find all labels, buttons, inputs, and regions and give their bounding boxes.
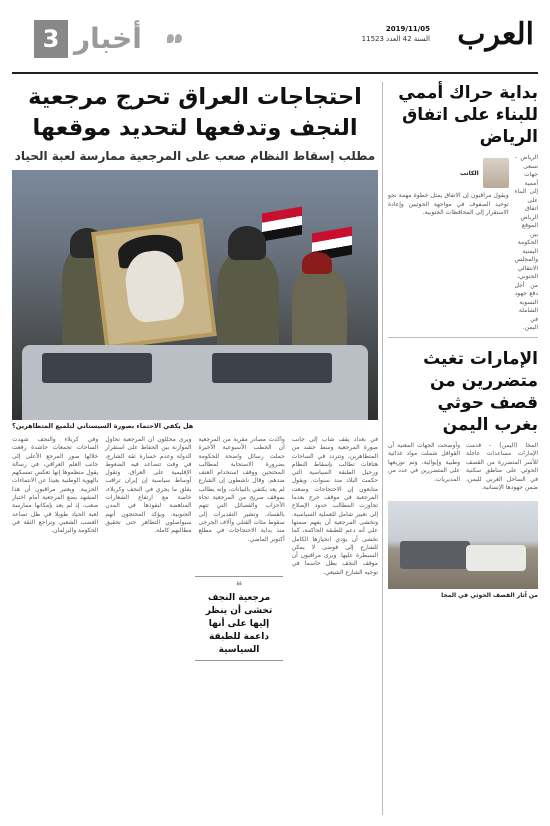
issue-info	[360, 24, 430, 44]
quote-icon	[166, 28, 182, 42]
side-headline-1: بداية حراك أممي للبناء على اتفاق الرياض	[398, 83, 538, 147]
main-photo-caption: هل يكفي الاحتماء بصورة السيستاني لتلميع المتظاهرين؟	[12, 422, 194, 430]
side-photo	[388, 501, 538, 589]
side-headline-2: الإمارات تغيث متضررين من قصف حوثي بغرب اليمن	[423, 348, 538, 435]
main-story	[12, 82, 378, 815]
masthead	[12, 10, 538, 74]
helmet-icon	[228, 226, 266, 260]
section-title: أخبار	[74, 22, 142, 55]
article-column: في بغداد يقف شاب إلى جانب صورة المرجعية وسط حشد من المتظاهرين، وتتردد في الساحات هتافات تطالب بإسقاط النظام ورحيل الطبقة السياسية التي حكمت البلاد منذ سنوات. ويقول متابعون إن الاحتجاجات وضعت المرجعية في موقف حرج بعدما تجاوزت المطالب حدود الإصلاح إلى تغيير شامل للعملية السياسية. وتخشى المرجعية أن يفهم صمتها على أنه دعم للطبقة الحاكمة، كما تخشى أن يؤدي انحيازها الكامل للشارع إلى فوضى لا يمكن السيطرة عليها. ويرى مراقبون أن موقف النجف يظل حاسما في توجيه الشارع الشيعي.	[291, 436, 378, 576]
issue-date: 2019/11/05	[385, 25, 430, 33]
author-photo	[483, 158, 509, 188]
article-column: وأوضحت الجهات المعنية أن القوافل شملت مواد غذائية وطبية وإيوائية، وتم توزيعها على المتضررين في عدد من المديريات.	[388, 441, 460, 483]
main-headline: احتجاجات العراق تحرج مرجعية النجف وتدفعها لتحديد موقعها	[28, 84, 362, 141]
article-column: الرياض - تسعى جهات أممية إلى البناء على اتفاق الرياض الموقع بين الحكومة اليمنية والمجلس الانتقالي الجنوبي، من أجل دفع جهود التسوية الشاملة في اليمن.	[514, 154, 538, 331]
main-subheadline: مطلب إسقاط النظام صعب على المرجعية ممارسة لعبة الحياد	[14, 149, 376, 163]
main-photo	[12, 170, 378, 420]
issue-number: السنة 42 العدد 11523	[361, 35, 430, 43]
side-photo-caption: من آثار القصف الحوثي في المخا	[441, 591, 538, 599]
pullquote-text: مرجعية النجف تخشى أن ينظر إليها على أنها داعمة للطبقة السياسية	[205, 593, 273, 655]
article-column: وأكدت مصادر مقربة من المرجعية أن الخطب الأسبوعية الأخيرة حملت رسائل واضحة للحكومة بضرورة الاستجابة لمطالب المحتجين ووقف استخدام العنف ضدهم. وقال ناشطون إن الشارع لم يعد يكتفي بالبيانات، وإنه يطالب بموقف صريح من المرجعية تجاه الأحزاب والفصائل التي تتهم بالفساد. وتشير التقديرات إلى سقوط مئات القتلى وآلاف الجرحى منذ بداية الاحتجاجات في مطلع أكتوبر الماضي.	[198, 436, 285, 543]
quote-icon: ❝	[235, 579, 243, 593]
cleric-poster	[91, 219, 217, 350]
iraq-flag-icon	[262, 206, 302, 241]
author-name: الكاتب	[459, 169, 479, 177]
column-divider	[382, 82, 383, 815]
beret-icon	[302, 252, 332, 274]
main-body	[12, 436, 378, 826]
article-column: ويرى محللون أن المرجعية تحاول الموازنة بين الحفاظ على استقرار الدولة وعدم خسارة ثقة الشارع، في وقت تتصاعد فيه الضغوط الإقليمية على العراق. وتقول أوساط سياسية إن إيران تراقب بقلق ما يجري في النجف وكربلاء، خاصة مع ارتفاع الشعارات المناهضة لنفوذها في المدن الجنوبية. ويؤكد المحتجون أنهم سيواصلون التظاهر حتى تحقيق مطالبهم كاملة.	[105, 436, 192, 535]
newspaper-logo: العرب	[457, 17, 534, 52]
article-column: ويقول مراقبون إن الاتفاق يمثل خطوة مهمة نحو توحيد الصفوف في مواجهة الحوثيين وإعادة الاستقرار إلى المحافظات الجنوبية.	[388, 192, 509, 216]
side-column	[388, 82, 538, 815]
author-box	[388, 158, 509, 188]
newspaper-page	[12, 10, 538, 815]
page-number: 3	[34, 20, 68, 58]
pullquote	[195, 576, 283, 661]
divider	[388, 337, 538, 338]
article-column: المخا (اليمن) - قدمت الإمارات مساعدات عاجلة للأسر المتضررة من القصف الحوثي على مناطق سكنية في الساحل الغربي لليمن، ضمن جهودها الإنسانية.	[466, 441, 538, 491]
section-header	[34, 20, 214, 58]
vehicle	[22, 345, 368, 420]
article-column: وفي كربلاء والنجف شهدت الساحات تجمعات حاشدة رفعت خلالها صور المرجع الأعلى إلى جانب العلم العراقي، في رسالة يقول منظموها إنها تعكس تمسكهم بالهوية الوطنية بعيدا عن الانتماءات الحزبية. ويعتبر مراقبون أن هذا المشهد يضع المرجعية أمام اختبار صعب، إذ لم يعد بإمكانها ممارسة لعبة الحياد طويلا في ظل تصاعد الغضب الشعبي وتراجع الثقة في الحكومة والبرلمان.	[12, 436, 99, 535]
